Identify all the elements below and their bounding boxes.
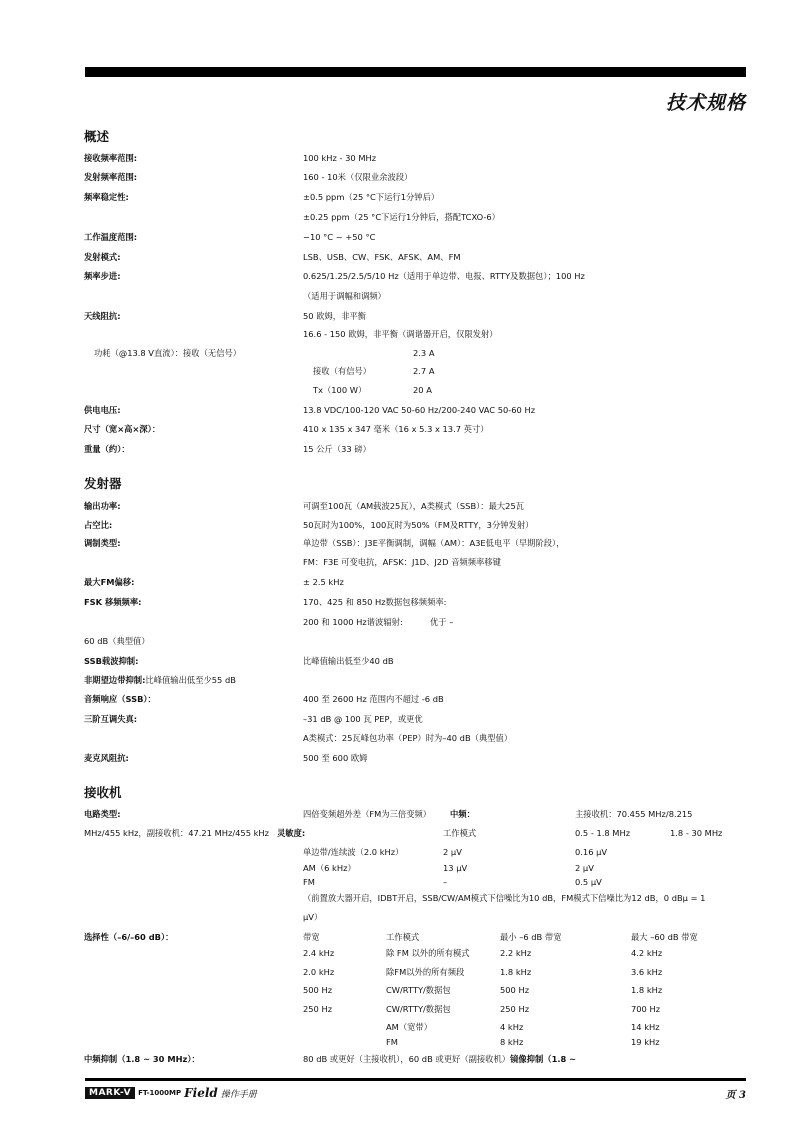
- table-cell: 1.8 kHz: [500, 967, 532, 977]
- table-cell: 2 μV: [443, 847, 462, 857]
- spec-value: 比峰值输出低至少40 dB: [303, 656, 394, 666]
- spec-value: 15 公斤（33 磅）: [303, 444, 371, 454]
- spec-value: 200 和 1000 Hz谐波辐射:: [303, 617, 403, 627]
- spec-label: 发射频率范围:: [84, 172, 138, 182]
- table-cell: AM（宽带）: [386, 1022, 433, 1032]
- spec-value: 可调至100瓦（AM载波25瓦），A类模式（SSB）：最大25瓦: [303, 501, 525, 511]
- spec-label: 调制类型:: [84, 538, 121, 548]
- spec-label: 接收频率范围:: [84, 153, 138, 163]
- table-header: 最小 –6 dB 带宽: [500, 932, 562, 942]
- table-cell: 13 μV: [443, 863, 468, 873]
- spec-value: 2.7 A: [413, 366, 435, 376]
- table-header: 带宽: [303, 932, 320, 942]
- table-cell: 4.2 kHz: [631, 948, 663, 958]
- spec-value: 13.8 VDC/100-120 VAC 50-60 Hz/200-240 VAC 50-60 Hz: [303, 405, 536, 415]
- section-heading-receiver: 接收机: [84, 785, 122, 800]
- field-logo: Field: [184, 1086, 218, 1100]
- spec-value: LSB、USB、CW、FSK、AFSK、AM、FM: [303, 252, 461, 262]
- table-cell: 250 Hz: [303, 1004, 333, 1014]
- top-rule: [85, 67, 746, 77]
- spec-row: [84, 675, 236, 686]
- manual-label: 操作手册: [220, 1089, 257, 1100]
- spec-label: 输出功率:: [84, 501, 121, 511]
- page-number: 页 3: [725, 1090, 746, 1101]
- spec-value: 400 至 2600 Hz 范围内不超过 -6 dB: [303, 694, 444, 704]
- spec-label: 重量（约）：: [84, 444, 130, 454]
- spec-label: 中频：: [450, 809, 475, 819]
- section-heading-transmitter: 发射器: [84, 476, 122, 491]
- spec-label: 频率步进:: [84, 271, 121, 281]
- spec-value: 20 A: [413, 385, 432, 395]
- spec-value: 50瓦时为100%，100瓦时为50%（FM及RTTY，3分钟发射）: [303, 520, 534, 530]
- table-header: 工作模式: [386, 932, 420, 942]
- table-cell: 2 μV: [575, 863, 594, 873]
- table-cell: 除 FM 以外的所有模式: [386, 948, 470, 958]
- spec-label: 中频抑制（1.8 ~ 30 MHz）：: [84, 1054, 200, 1064]
- table-cell: 单边带/连续波（2.0 kHz）: [303, 847, 404, 857]
- spec-value: 单边带（SSB）：J3E平衡调制，调幅（AM）：A3E低电平（早期阶段），: [303, 538, 565, 548]
- spec-value: A类模式：25瓦峰包功率（PEP）时为–40 dB（典型值）: [303, 733, 513, 743]
- spec-value: 500 至 600 欧姆: [303, 753, 368, 763]
- spec-value: ± 2.5 kHz: [303, 577, 344, 587]
- table-cell: 1.8 kHz: [631, 985, 663, 995]
- spec-label: 麦克风阻抗:: [84, 753, 129, 763]
- footer-logo: [85, 1086, 257, 1100]
- table-header: 最大 –60 dB 带宽: [631, 932, 698, 942]
- spec-value: 四倍变频超外差（FM为三倍变频）: [303, 809, 432, 819]
- spec-value: 80 dB 或更好（主接收机），60 dB 或更好（副接收机）: [303, 1054, 511, 1064]
- spec-value: 100 kHz - 30 MHz: [303, 153, 377, 163]
- section-heading-general: 概述: [84, 129, 110, 144]
- spec-label: 功耗（@13.8 V直流）：接收（无信号）: [94, 348, 242, 358]
- spec-label: Tx（100 W）: [313, 385, 367, 395]
- table-cell: CW/RTTY/数据包: [386, 985, 451, 995]
- spec-value: ±0.5 ppm（25 °C下运行1分钟后）: [303, 192, 440, 202]
- spec-label: 最大FM偏移:: [84, 577, 135, 587]
- spec-label: 频率稳定性:: [84, 192, 129, 202]
- spec-label: 电路类型:: [84, 809, 121, 819]
- spec-value: 50 欧姆，非平衡: [303, 311, 366, 321]
- spec-label: 供电电压:: [84, 405, 121, 415]
- spec-label: 占空比:: [84, 520, 113, 530]
- table-cell: 500 Hz: [500, 985, 530, 995]
- spec-label: 选择性（–6/–60 dB）：: [84, 932, 174, 942]
- table-cell: 2.2 kHz: [500, 948, 532, 958]
- spec-label: 镜像抑制（1.8 ~: [510, 1054, 577, 1064]
- spec-value: 60 dB（典型值）: [84, 636, 150, 646]
- table-cell: 4 kHz: [500, 1022, 524, 1032]
- table-cell: 3.6 kHz: [631, 967, 663, 977]
- spec-value: 16.6 - 150 欧姆，非平衡（调谐器开启，仅限发射）: [303, 329, 498, 339]
- table-cell: 19 kHz: [631, 1037, 660, 1047]
- spec-note: μV）: [303, 912, 323, 922]
- spec-value: 比峰值输出低至少55 dB: [145, 675, 236, 685]
- spec-value: 主接收机：70.455 MHz/8.215: [575, 809, 693, 819]
- spec-label: 三阶互调失真:: [84, 714, 138, 724]
- spec-value: 170、425 和 850 Hz数据包移频频率:: [303, 597, 447, 607]
- table-cell: 700 Hz: [631, 1004, 661, 1014]
- spec-row: [303, 1054, 576, 1065]
- table-cell: 250 Hz: [500, 1004, 530, 1014]
- spec-value: MHz/455 kHz，副接收机：47.21 MHz/455 kHz: [84, 828, 270, 838]
- table-cell: FM: [303, 877, 315, 887]
- table-cell: FM: [386, 1037, 398, 1047]
- spec-label: 接收（有信号）: [313, 366, 372, 376]
- table-cell: 8 kHz: [500, 1037, 524, 1047]
- table-cell: 0.5 μV: [575, 877, 602, 887]
- model-label: FT-1000MP: [138, 1089, 182, 1097]
- spec-value: –31 dB @ 100 瓦 PEP，或更优: [303, 714, 423, 724]
- spec-value: −10 °C ~ +50 °C: [303, 232, 376, 242]
- spec-value: ±0.25 ppm（25 °C下运行1分钟后，搭配TCXO-6）: [303, 212, 500, 222]
- spec-value: 0.625/1.25/2.5/5/10 Hz（适用于单边带、电报、RTTY及数据包）；100 Hz: [303, 271, 585, 281]
- table-header: 0.5 - 1.8 MHz: [575, 828, 631, 838]
- table-cell: 500 Hz: [303, 985, 333, 995]
- spec-value: FM：F3E 可变电抗，AFSK：J1D、J2D 音频频率移键: [303, 557, 501, 567]
- table-cell: 2.0 kHz: [303, 967, 335, 977]
- mark-v-logo: MARK-V: [85, 1087, 135, 1099]
- spec-label: 音频响应（SSB）：: [84, 694, 156, 704]
- spec-value: 160 - 10米（仅限业余波段）: [303, 172, 413, 182]
- spec-value: 2.3 A: [413, 348, 435, 358]
- page-title: 技术规格: [665, 92, 746, 114]
- table-header: 工作模式: [443, 828, 477, 838]
- table-cell: CW/RTTY/数据包: [386, 1004, 451, 1014]
- table-cell: AM（6 kHz）: [303, 863, 356, 873]
- spec-value: 410 x 135 x 347 毫米（16 x 5.3 x 13.7 英寸）: [303, 424, 489, 434]
- table-cell: –: [443, 877, 448, 887]
- spec-label: 工作温度范围:: [84, 232, 138, 242]
- table-cell: 0.16 μV: [575, 847, 608, 857]
- spec-label: 尺寸（宽×高×深）：: [84, 424, 161, 434]
- spec-label: 灵敏度:: [277, 828, 306, 838]
- table-header: 1.8 - 30 MHz: [670, 828, 723, 838]
- spec-value: （适用于调幅和调频）: [303, 291, 386, 301]
- spec-label: SSB载波抑制:: [84, 656, 139, 666]
- table-cell: 2.4 kHz: [303, 948, 335, 958]
- bottom-rule: [85, 1078, 746, 1081]
- spec-label: 非期望边带抑制:: [84, 675, 146, 685]
- spec-label: 发射模式:: [84, 252, 121, 262]
- spec-label: 天线阻抗:: [84, 311, 121, 321]
- table-cell: 除FM以外的所有频段: [386, 967, 465, 977]
- spec-label: FSK 移频频率:: [84, 597, 142, 607]
- spec-note: （前置放大器开启，IDBT开启，SSB/CW/AM模式下信噪比为10 dB，FM模式下信噪比为12 dB，0 dBμ = 1: [303, 893, 706, 903]
- table-cell: 14 kHz: [631, 1022, 660, 1032]
- spec-value: 优于 –: [430, 617, 454, 627]
